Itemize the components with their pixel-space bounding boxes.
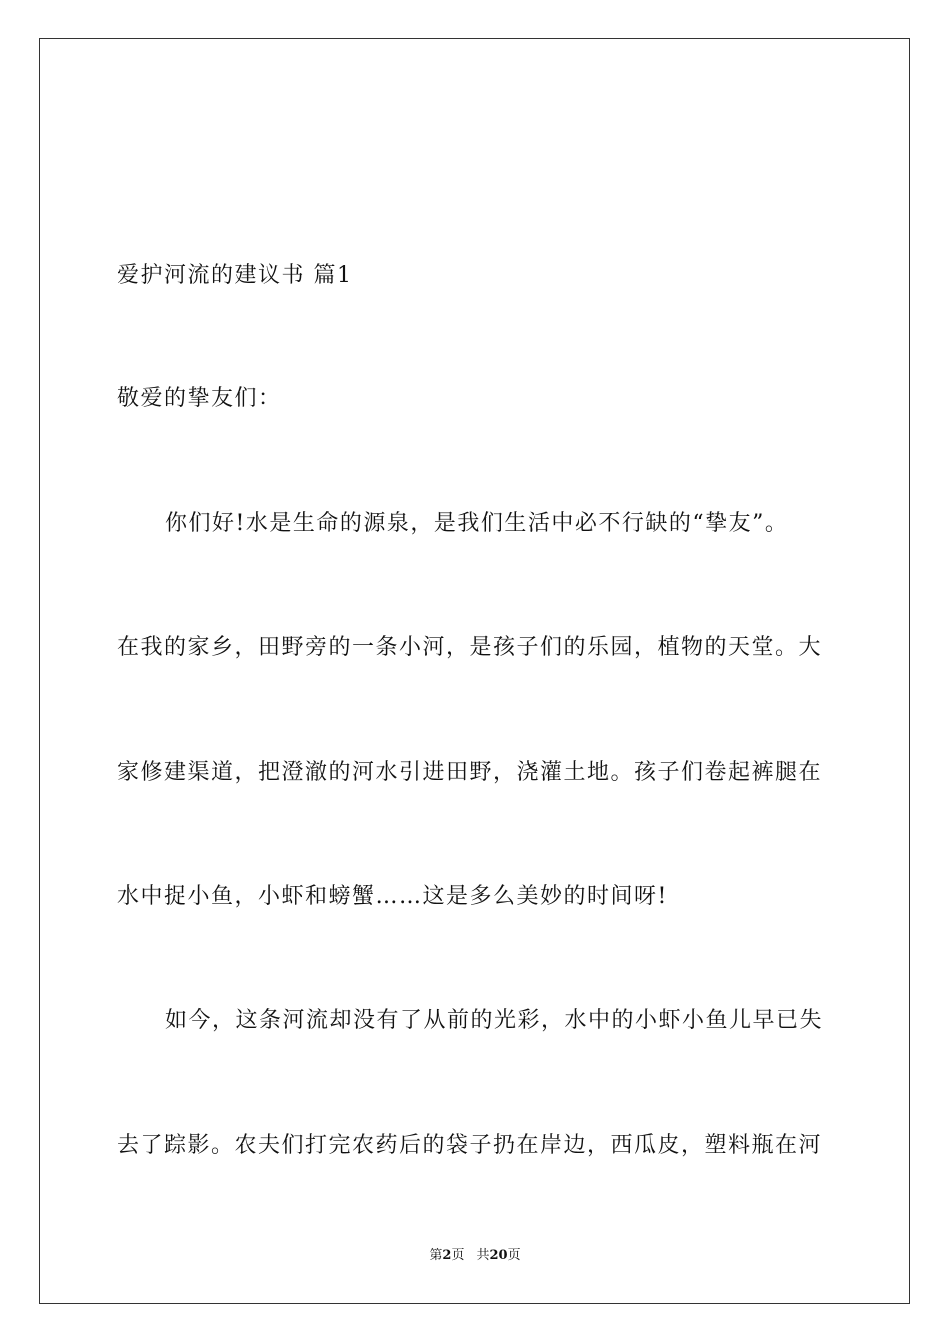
page-suffix: 页 [451, 1248, 465, 1263]
page-border [39, 38, 910, 1304]
salutation-line: 敬爱的挚友们： [117, 386, 282, 411]
total-pages-number: 20 [489, 1248, 508, 1263]
total-prefix: 共 [476, 1248, 490, 1263]
total-suffix: 页 [507, 1248, 521, 1263]
paragraph-line: 在我的家乡，田野旁的一条小河，是孩子们的乐园，植物的天堂。大 [117, 635, 823, 660]
paragraph-line: 家修建渠道，把澄澈的河水引进田野，浇灌土地。孩子们卷起裤腿在 [117, 760, 823, 785]
page-prefix: 第 [429, 1248, 443, 1263]
paragraph-line: 水中捉小鱼，小虾和螃蟹……这是多么美妙的时间呀! [117, 884, 668, 909]
paragraph-line: 你们好!水是生命的源泉，是我们生活中必不行缺的“挚友”。 [165, 511, 789, 536]
paragraph-line: 去了踪影。农夫们打完农药后的袋子扔在岸边，西瓜皮，塑料瓶在河 [117, 1133, 823, 1158]
paragraph-line: 如今，这条河流却没有了从前的光彩，水中的小虾小鱼儿早已失 [165, 1008, 824, 1033]
page-footer [0, 1247, 950, 1265]
current-page-number: 2 [442, 1248, 452, 1263]
document-title: 爱护河流的建议书 篇1 [117, 263, 353, 288]
